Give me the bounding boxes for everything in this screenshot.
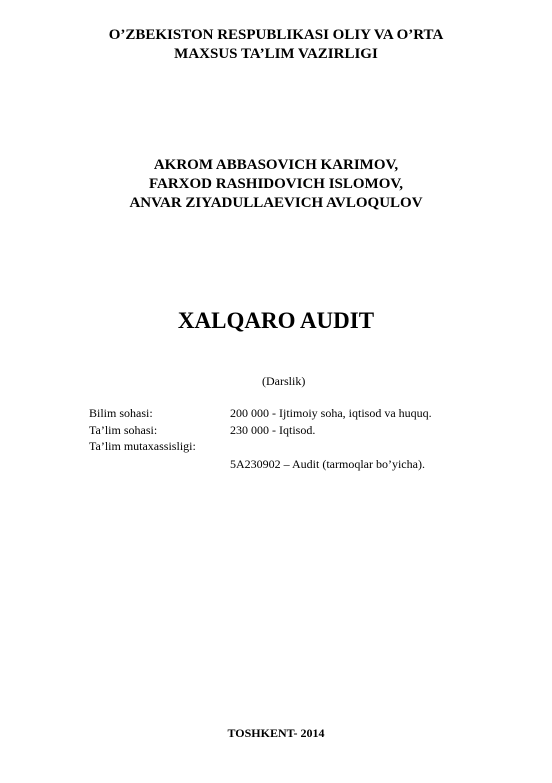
info-label: Bilim sohasi: — [89, 406, 153, 420]
info-label: Ta’lim mutaxassisligi: — [89, 439, 196, 453]
authors-block — [0, 156, 552, 213]
author-name: ANVAR ZIYADULLAEVICH AVLOQULOV — [129, 195, 423, 211]
author-name: FARXOD RASHIDOVICH ISLOMOV, — [148, 176, 404, 192]
info-label: Ta’lim sohasi: — [89, 423, 158, 437]
ministry-line-2: MAXSUS TA’LIM VAZIRLIGI — [174, 46, 378, 62]
info-value: 5A230902 – Audit (tarmoqlar bo’yicha). — [230, 457, 425, 471]
book-title: XALQARO AUDIT — [177, 308, 375, 333]
author-name: AKROM ABBASOVICH KARIMOV, — [153, 157, 399, 173]
book-genre: (Darslik) — [262, 374, 306, 388]
info-value: 230 000 - Iqtisod. — [230, 423, 316, 437]
city-year: TOSHKENT- 2014 — [227, 726, 325, 740]
info-value: 200 000 - Ijtimoiy soha, iqtisod va huquq. — [230, 406, 432, 420]
ministry-line-1: O’ZBEKISTON RESPUBLIKASI OLIY VA O’RTA — [108, 27, 444, 43]
ministry-header — [0, 26, 552, 64]
